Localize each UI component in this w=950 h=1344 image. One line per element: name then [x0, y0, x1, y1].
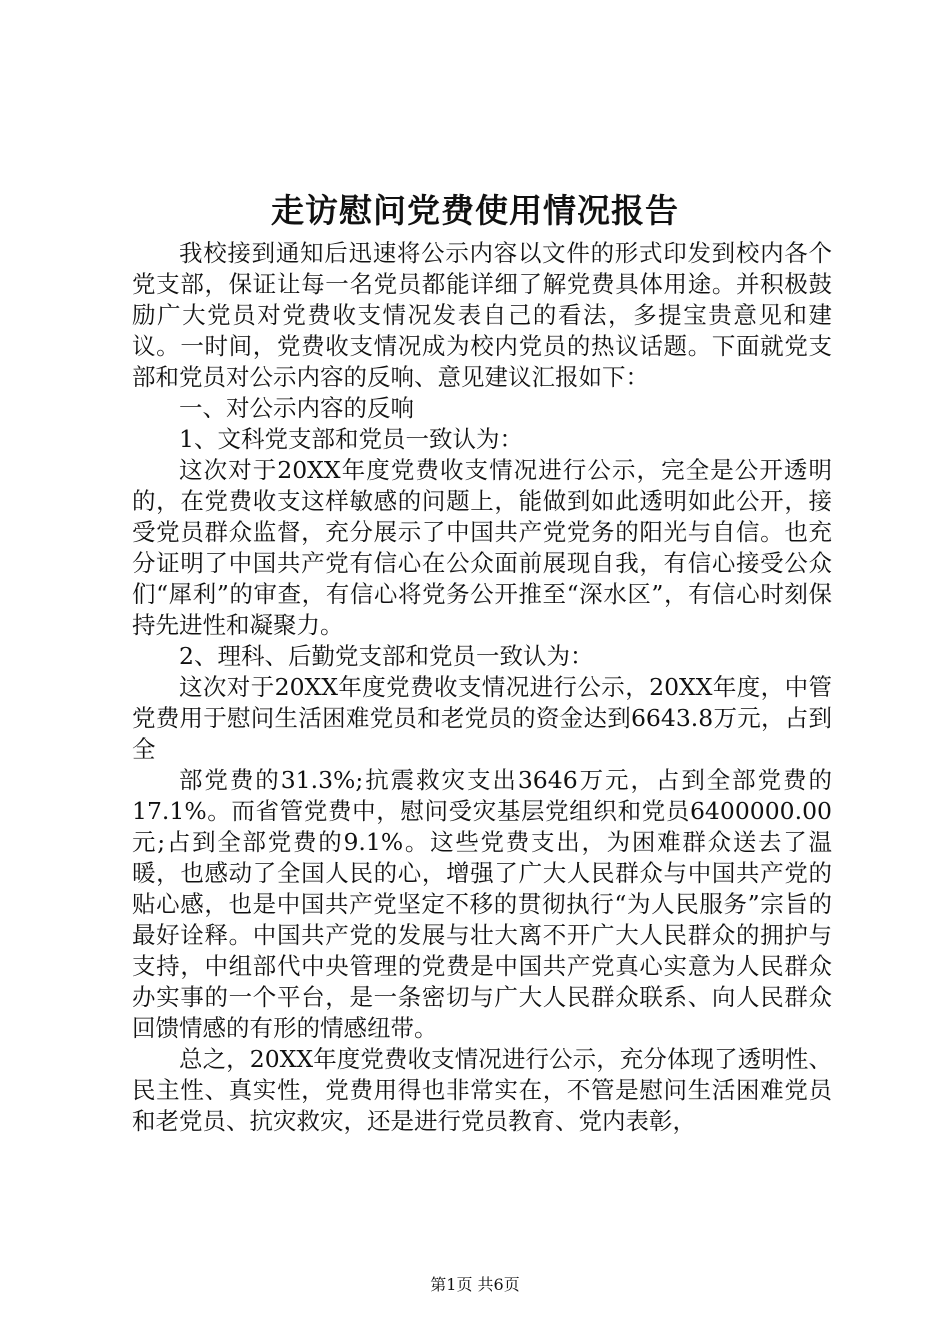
paragraph-science-opinion: 这次对于20XX年度党费收支情况进行公示，20XX年度，中管党费用于慰问生活困难党员和老党员的资金达到6643.8万元，占到全: [132, 673, 832, 763]
paragraph-liberal-arts-opinion: 这次对于20XX年度党费收支情况进行公示，完全是公开透明的，在党费收支这样敏感的问题上，能做到如此透明如此公开，接受党员群众监督，充分展示了中国共产党党务的阳光与自信。也充分证明了中国共产党有信心在公众面前展现自我，有信心接受公众们“犀利”的审查，有信心将党务公开推至“深水区”，有信心时刻保持先进性和凝聚力。: [132, 456, 832, 639]
subsection-heading-2: 2、理科、后勤党支部和党员一致认为：: [179, 642, 594, 670]
subsection-heading-1: 1、文科党支部和党员一致认为：: [179, 425, 523, 453]
document-title: 走访慰问党费使用情况报告: [271, 191, 679, 230]
document-body: [132, 238, 832, 1137]
paragraph-conclusion: 总之，20XX年度党费收支情况进行公示，充分体现了透明性、民主性、真实性，党费用得也非常实在，不管是慰问生活困难党员和老党员、抗灾救灾，还是进行党员教育、党内表彰，: [132, 1045, 832, 1135]
paragraph-intro: 我校接到通知后迅速将公示内容以文件的形式印发到校内各个党支部，保证让每一名党员都能详细了解党费具体用途。并积极鼓励广大党员对党费收支情况发表自己的看法，多提宝贵意见和建议。一时间，党费收支情况成为校内党员的热议话题。下面就党支部和党员对公示内容的反响、意见建议汇报如下：: [132, 239, 832, 391]
page-number-footer: 第1页 共6页: [430, 1275, 520, 1294]
paragraph-expenditure-details: 部党费的31.3%;抗震救灾支出3646万元，占到全部党费的17.1%。而省管党费中，慰问受灾基层党组织和党员6400000.00元;占到全部党费的9.1%。这些党费支出，为困难群众送去了温暖，也感动了全国人民的心，增强了广大人民群众与中国共产党的贴心感，也是中国共产党坚定不移的贯彻执行“为人民服务”宗旨的最好诠释。中国共产党的发展与壮大离不开广大人民群众的拥护与支持，中组部代中央管理的党费是中国共产党真心实意为人民群众办实事的一个平台，是一条密切与广大人民群众联系、向人民群众回馈情感的有形的情感纽带。: [132, 766, 832, 1042]
section-heading-1: 一、对公示内容的反响: [179, 394, 414, 422]
